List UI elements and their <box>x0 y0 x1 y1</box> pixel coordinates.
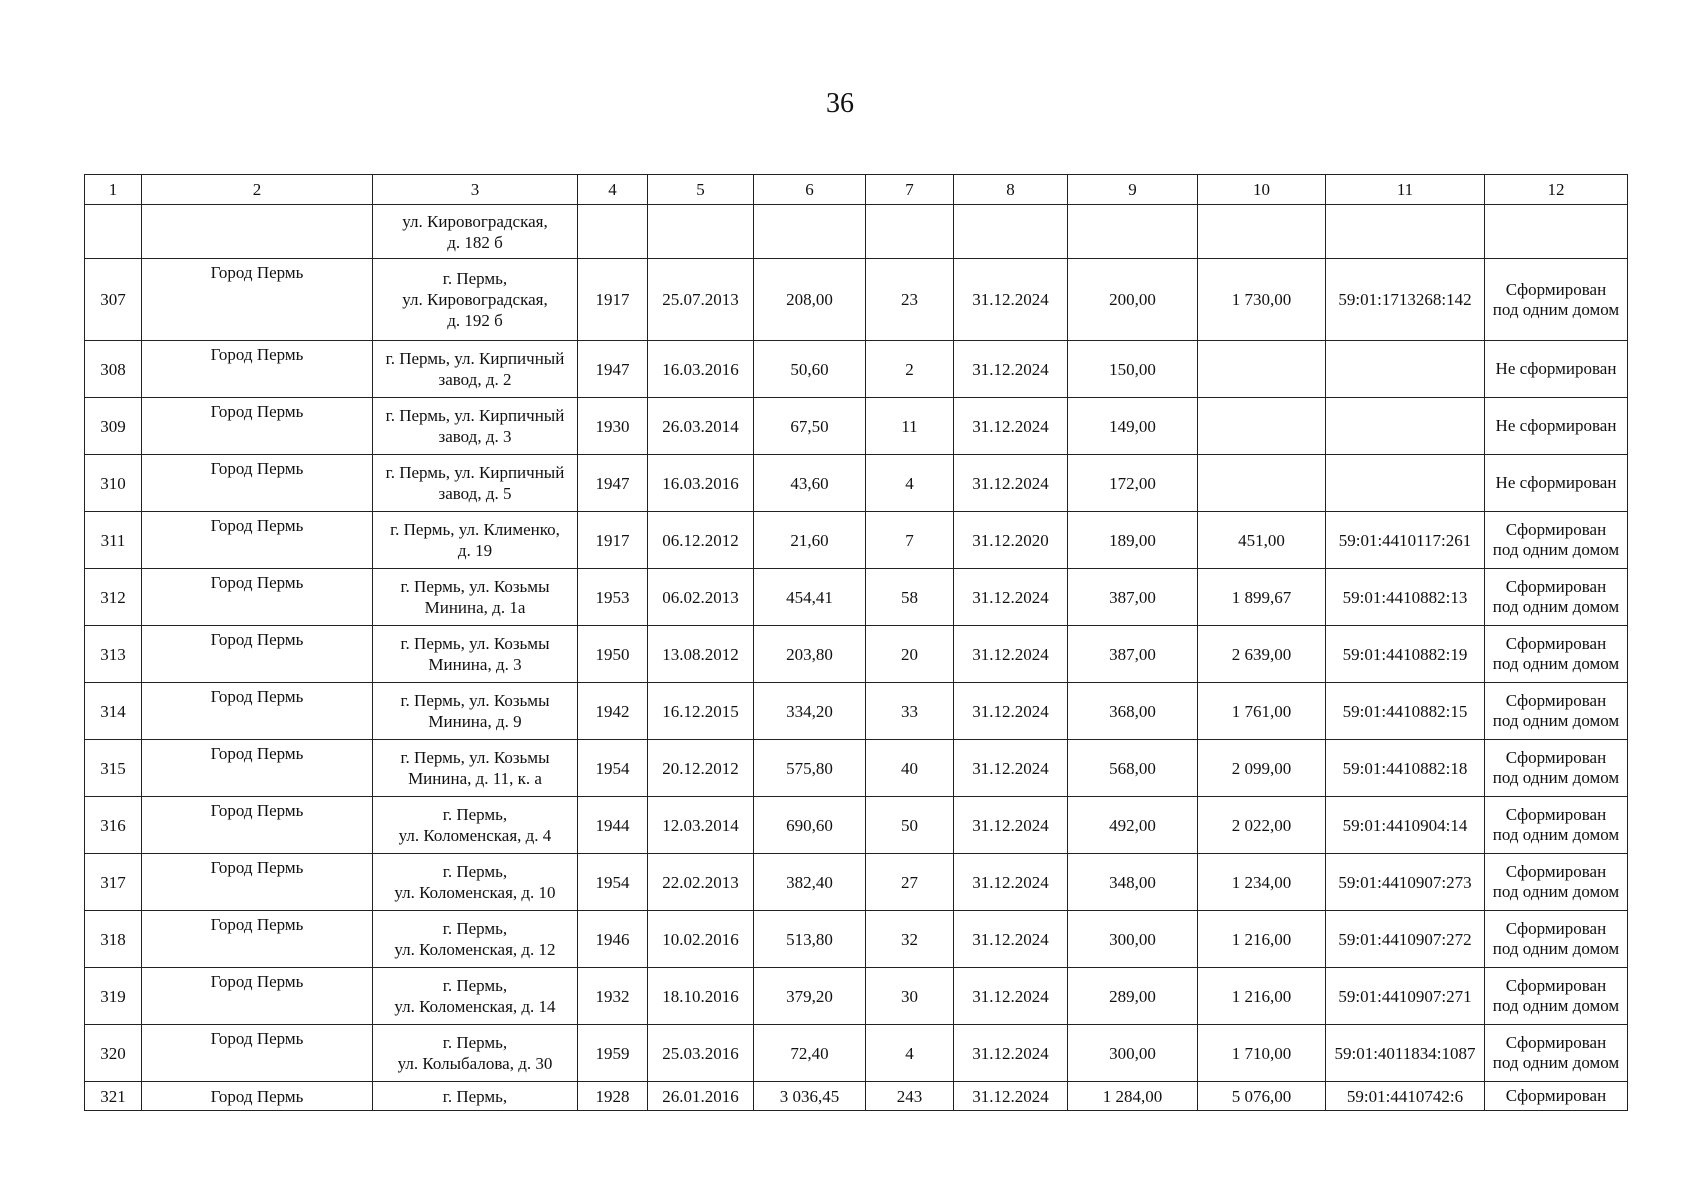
status-line: под одним домом <box>1492 1053 1620 1072</box>
row-number-cell: 308 <box>85 341 142 398</box>
date-cell: 18.10.2016 <box>648 968 754 1025</box>
area-cell: 334,20 <box>754 683 866 740</box>
address-line: Минина, д. 3 <box>428 655 522 674</box>
address-cell <box>373 259 578 341</box>
column-header: 9 <box>1068 175 1198 205</box>
residents-cell: 40 <box>866 740 954 797</box>
year-cell: 1944 <box>578 797 648 854</box>
address-cell <box>373 455 578 512</box>
column-10-cell: 2 639,00 <box>1198 626 1326 683</box>
deadline-cell: 31.12.2024 <box>954 398 1068 455</box>
area-cell: 3 036,45 <box>754 1082 866 1111</box>
row-number-cell: 312 <box>85 569 142 626</box>
address-line: завод, д. 2 <box>438 370 512 389</box>
empty-cell <box>578 205 648 259</box>
column-header: 6 <box>754 175 866 205</box>
address-cell <box>373 569 578 626</box>
address-line: ул. Коломенская, д. 14 <box>394 997 556 1016</box>
area-cell: 208,00 <box>754 259 866 341</box>
status-line: под одним домом <box>1492 882 1620 901</box>
address-line: г. Пермь, <box>442 269 508 288</box>
column-9-cell: 150,00 <box>1068 341 1198 398</box>
residents-cell: 2 <box>866 341 954 398</box>
column-10-cell: 1 730,00 <box>1198 259 1326 341</box>
address-cell <box>373 626 578 683</box>
status-line: Сформирован <box>1505 1033 1607 1052</box>
table-row <box>85 341 1628 398</box>
deadline-cell: 31.12.2024 <box>954 740 1068 797</box>
deadline-cell: 31.12.2024 <box>954 259 1068 341</box>
year-cell: 1942 <box>578 683 648 740</box>
year-cell: 1953 <box>578 569 648 626</box>
status-line: Сформирован <box>1505 279 1607 299</box>
address-line: г. Пермь, ул. Кирпичный <box>385 349 565 368</box>
residents-cell: 11 <box>866 398 954 455</box>
deadline-cell: 31.12.2024 <box>954 626 1068 683</box>
year-cell: 1947 <box>578 455 648 512</box>
address-cell <box>373 1082 578 1111</box>
table-row <box>85 968 1628 1025</box>
municipality-cell: Город Пермь <box>142 1025 373 1082</box>
cadastral-number-cell: 59:01:1713268:142 <box>1326 259 1485 341</box>
residents-cell: 30 <box>866 968 954 1025</box>
column-header: 3 <box>373 175 578 205</box>
deadline-cell: 31.12.2024 <box>954 797 1068 854</box>
column-header: 5 <box>648 175 754 205</box>
empty-cell <box>754 205 866 259</box>
status-line: Сформирован <box>1505 634 1607 653</box>
year-cell: 1917 <box>578 259 648 341</box>
municipality-cell: Город Пермь <box>142 683 373 740</box>
year-cell: 1959 <box>578 1025 648 1082</box>
deadline-cell: 31.12.2024 <box>954 341 1068 398</box>
empty-cell <box>1485 205 1628 259</box>
table-row <box>85 740 1628 797</box>
column-9-cell: 568,00 <box>1068 740 1198 797</box>
address-line: г. Пермь, <box>442 976 508 995</box>
date-cell: 25.03.2016 <box>648 1025 754 1082</box>
municipality-cell: Город Пермь <box>142 398 373 455</box>
cadastral-number-cell: 59:01:4410904:14 <box>1326 797 1485 854</box>
status-line: Сформирован <box>1505 919 1607 938</box>
empty-cell <box>1326 205 1485 259</box>
area-cell: 21,60 <box>754 512 866 569</box>
column-10-cell: 1 710,00 <box>1198 1025 1326 1082</box>
column-10-cell: 1 216,00 <box>1198 911 1326 968</box>
date-cell: 26.01.2016 <box>648 1082 754 1111</box>
address-line: ул. Коломенская, д. 4 <box>398 826 552 845</box>
column-9-cell: 1 284,00 <box>1068 1082 1198 1111</box>
column-10-cell: 2 022,00 <box>1198 797 1326 854</box>
residents-cell: 7 <box>866 512 954 569</box>
municipality-cell: Город Пермь <box>142 626 373 683</box>
housing-table <box>84 174 1628 1111</box>
column-10-cell: 2 099,00 <box>1198 740 1326 797</box>
column-9-cell: 149,00 <box>1068 398 1198 455</box>
table-row <box>85 259 1628 341</box>
status-line: под одним домом <box>1492 825 1620 844</box>
address-cell <box>373 341 578 398</box>
status-cell <box>1485 797 1628 854</box>
area-cell: 513,80 <box>754 911 866 968</box>
column-10-cell <box>1198 341 1326 398</box>
status-line: под одним домом <box>1492 996 1620 1015</box>
address-line: г. Пермь, <box>442 919 508 938</box>
status-line: под одним домом <box>1492 939 1620 958</box>
row-number-cell: 307 <box>85 259 142 341</box>
column-header: 1 <box>85 175 142 205</box>
row-number-cell: 320 <box>85 1025 142 1082</box>
column-9-cell: 172,00 <box>1068 455 1198 512</box>
area-cell: 43,60 <box>754 455 866 512</box>
year-cell: 1930 <box>578 398 648 455</box>
column-header: 4 <box>578 175 648 205</box>
address-line: завод, д. 3 <box>438 427 512 446</box>
column-9-cell: 300,00 <box>1068 911 1198 968</box>
address-cell <box>373 854 578 911</box>
address-cell <box>373 911 578 968</box>
status-line: Сформирован <box>1505 748 1607 767</box>
address-line: г. Пермь, ул. Кирпичный <box>385 406 565 425</box>
status-line: под одним домом <box>1492 540 1620 559</box>
row-number-cell: 315 <box>85 740 142 797</box>
year-cell: 1932 <box>578 968 648 1025</box>
residents-cell: 243 <box>866 1082 954 1111</box>
cadastral-number-cell: 59:01:4410882:18 <box>1326 740 1485 797</box>
year-cell: 1954 <box>578 854 648 911</box>
deadline-cell: 31.12.2024 <box>954 854 1068 911</box>
table-row <box>85 854 1628 911</box>
municipality-cell: Город Пермь <box>142 854 373 911</box>
status-line: Сформирован <box>1505 691 1607 710</box>
deadline-cell: 31.12.2024 <box>954 1025 1068 1082</box>
address-line: ул. Коломенская, д. 10 <box>394 883 556 902</box>
status-cell <box>1485 968 1628 1025</box>
address-line: г. Пермь, <box>442 1033 508 1052</box>
deadline-cell: 31.12.2024 <box>954 683 1068 740</box>
area-cell: 575,80 <box>754 740 866 797</box>
address-line: д. 182 б <box>447 232 503 252</box>
address-line: г. Пермь, <box>442 805 508 824</box>
row-number-cell: 321 <box>85 1082 142 1111</box>
column-9-cell: 300,00 <box>1068 1025 1198 1082</box>
table-row <box>85 1025 1628 1082</box>
address-cell <box>373 740 578 797</box>
year-cell: 1946 <box>578 911 648 968</box>
residents-cell: 20 <box>866 626 954 683</box>
date-cell: 26.03.2014 <box>648 398 754 455</box>
residents-cell: 4 <box>866 1025 954 1082</box>
address-cell <box>373 683 578 740</box>
table-row <box>85 569 1628 626</box>
row-number-cell: 310 <box>85 455 142 512</box>
cadastral-number-cell: 59:01:4410907:272 <box>1326 911 1485 968</box>
address-line: Минина, д. 9 <box>428 712 522 731</box>
address-line: ул. Кировоградская, <box>402 211 548 231</box>
address-line: ул. Кировоградская, <box>402 290 548 309</box>
status-line: Сформирован <box>1505 1086 1607 1105</box>
column-10-cell <box>1198 398 1326 455</box>
cadastral-number-cell: 59:01:4410742:6 <box>1326 1082 1485 1111</box>
address-line: г. Пермь, ул. Козьмы <box>400 634 550 653</box>
cadastral-number-cell: 59:01:4410882:19 <box>1326 626 1485 683</box>
area-cell: 379,20 <box>754 968 866 1025</box>
residents-cell: 50 <box>866 797 954 854</box>
municipality-cell: Город Пермь <box>142 797 373 854</box>
address-line: Минина, д. 11, к. а <box>408 769 542 788</box>
year-cell: 1950 <box>578 626 648 683</box>
area-cell: 50,60 <box>754 341 866 398</box>
empty-cell <box>1198 205 1326 259</box>
status-cell <box>1485 259 1628 341</box>
date-cell: 16.12.2015 <box>648 683 754 740</box>
table-row <box>85 626 1628 683</box>
continuation-row <box>85 205 1628 259</box>
status-cell <box>1485 569 1628 626</box>
cadastral-number-cell: 59:01:4011834:1087 <box>1326 1025 1485 1082</box>
address-cell <box>373 398 578 455</box>
status-line: под одним домом <box>1492 711 1620 730</box>
address-line: д. 19 <box>457 541 493 560</box>
status-line: Не сформирован <box>1495 359 1617 378</box>
cadastral-number-cell <box>1326 341 1485 398</box>
status-line: под одним домом <box>1492 768 1620 787</box>
deadline-cell: 31.12.2024 <box>954 569 1068 626</box>
table-row <box>85 398 1628 455</box>
row-number-cell: 317 <box>85 854 142 911</box>
address-line: г. Пермь, ул. Клименко, <box>390 520 560 539</box>
deadline-cell: 31.12.2024 <box>954 1082 1068 1111</box>
deadline-cell: 31.12.2024 <box>954 455 1068 512</box>
municipality-cell: Город Пермь <box>142 740 373 797</box>
date-cell: 16.03.2016 <box>648 455 754 512</box>
row-number-cell: 316 <box>85 797 142 854</box>
row-number-cell: 311 <box>85 512 142 569</box>
empty-cell <box>954 205 1068 259</box>
year-cell: 1954 <box>578 740 648 797</box>
municipality-cell: Город Пермь <box>142 512 373 569</box>
address-line: г. Пермь, ул. Козьмы <box>400 577 550 596</box>
cadastral-number-cell: 59:01:4410907:271 <box>1326 968 1485 1025</box>
cadastral-number-cell: 59:01:4410882:15 <box>1326 683 1485 740</box>
status-line: Сформирован <box>1505 805 1607 824</box>
municipality-cell: Город Пермь <box>142 341 373 398</box>
residents-cell: 32 <box>866 911 954 968</box>
municipality-cell: Город Пермь <box>142 911 373 968</box>
deadline-cell: 31.12.2020 <box>954 512 1068 569</box>
cadastral-number-cell <box>1326 455 1485 512</box>
address-cell <box>373 968 578 1025</box>
area-cell: 67,50 <box>754 398 866 455</box>
date-cell: 10.02.2016 <box>648 911 754 968</box>
table-row <box>85 455 1628 512</box>
status-line: Сформирован <box>1505 520 1607 539</box>
column-header: 7 <box>866 175 954 205</box>
table-row <box>85 512 1628 569</box>
year-cell: 1928 <box>578 1082 648 1111</box>
address-cell <box>373 205 578 259</box>
column-9-cell: 492,00 <box>1068 797 1198 854</box>
row-number-cell: 309 <box>85 398 142 455</box>
status-line: Сформирован <box>1505 976 1607 995</box>
status-line: Сформирован <box>1505 862 1607 881</box>
status-line: Не сформирован <box>1495 416 1617 435</box>
address-line: г. Пермь, ул. Кирпичный <box>385 463 565 482</box>
deadline-cell: 31.12.2024 <box>954 968 1068 1025</box>
status-cell <box>1485 740 1628 797</box>
date-cell: 06.12.2012 <box>648 512 754 569</box>
status-cell <box>1485 1025 1628 1082</box>
column-9-cell: 368,00 <box>1068 683 1198 740</box>
column-10-cell: 1 234,00 <box>1198 854 1326 911</box>
deadline-cell: 31.12.2024 <box>954 911 1068 968</box>
status-cell <box>1485 1082 1628 1111</box>
status-cell <box>1485 512 1628 569</box>
status-line: Не сформирован <box>1495 473 1617 492</box>
address-line: ул. Коломенская, д. 12 <box>394 940 556 959</box>
empty-cell <box>866 205 954 259</box>
column-10-cell: 1 899,67 <box>1198 569 1326 626</box>
year-cell: 1917 <box>578 512 648 569</box>
year-cell: 1947 <box>578 341 648 398</box>
column-10-cell: 451,00 <box>1198 512 1326 569</box>
column-10-cell: 1 761,00 <box>1198 683 1326 740</box>
status-cell <box>1485 683 1628 740</box>
status-line: под одним домом <box>1492 299 1620 319</box>
column-9-cell: 387,00 <box>1068 569 1198 626</box>
area-cell: 72,40 <box>754 1025 866 1082</box>
page-number: 36 <box>826 88 854 119</box>
municipality-cell: Город Пермь <box>142 1082 373 1111</box>
status-cell <box>1485 455 1628 512</box>
area-cell: 454,41 <box>754 569 866 626</box>
column-9-cell: 189,00 <box>1068 512 1198 569</box>
cadastral-number-cell: 59:01:4410882:13 <box>1326 569 1485 626</box>
column-10-cell: 1 216,00 <box>1198 968 1326 1025</box>
table-row <box>85 911 1628 968</box>
column-header: 10 <box>1198 175 1326 205</box>
table-row <box>85 683 1628 740</box>
status-cell <box>1485 398 1628 455</box>
cadastral-number-cell: 59:01:4410907:273 <box>1326 854 1485 911</box>
date-cell: 06.02.2013 <box>648 569 754 626</box>
area-cell: 203,80 <box>754 626 866 683</box>
address-line: г. Пермь, <box>442 862 508 881</box>
empty-cell <box>85 205 142 259</box>
status-cell <box>1485 911 1628 968</box>
column-9-cell: 289,00 <box>1068 968 1198 1025</box>
date-cell: 22.02.2013 <box>648 854 754 911</box>
row-number-cell: 319 <box>85 968 142 1025</box>
cadastral-number-cell <box>1326 398 1485 455</box>
municipality-cell: Город Пермь <box>142 455 373 512</box>
residents-cell: 27 <box>866 854 954 911</box>
status-cell <box>1485 854 1628 911</box>
municipality-cell: Город Пермь <box>142 259 373 341</box>
date-cell: 12.03.2014 <box>648 797 754 854</box>
address-line: г. Пермь, ул. Козьмы <box>400 691 550 710</box>
column-10-cell <box>1198 455 1326 512</box>
area-cell: 690,60 <box>754 797 866 854</box>
area-cell: 382,40 <box>754 854 866 911</box>
address-line: г. Пермь, ул. Козьмы <box>400 748 550 767</box>
status-cell <box>1485 341 1628 398</box>
empty-cell <box>1068 205 1198 259</box>
status-cell <box>1485 626 1628 683</box>
status-line: Сформирован <box>1505 577 1607 596</box>
address-cell <box>373 512 578 569</box>
column-header: 2 <box>142 175 373 205</box>
address-cell <box>373 1025 578 1082</box>
table-row <box>85 1082 1628 1111</box>
residents-cell: 23 <box>866 259 954 341</box>
cadastral-number-cell: 59:01:4410117:261 <box>1326 512 1485 569</box>
address-line: Минина, д. 1а <box>424 598 526 617</box>
date-cell: 13.08.2012 <box>648 626 754 683</box>
row-number-cell: 313 <box>85 626 142 683</box>
empty-cell <box>648 205 754 259</box>
column-header: 12 <box>1485 175 1628 205</box>
empty-cell <box>142 205 373 259</box>
column-9-cell: 200,00 <box>1068 259 1198 341</box>
column-header: 8 <box>954 175 1068 205</box>
column-10-cell: 5 076,00 <box>1198 1082 1326 1111</box>
date-cell: 20.12.2012 <box>648 740 754 797</box>
date-cell: 16.03.2016 <box>648 341 754 398</box>
status-line: под одним домом <box>1492 654 1620 673</box>
address-line: ул. Колыбалова, д. 30 <box>397 1054 553 1073</box>
address-line: д. 192 б <box>447 311 503 330</box>
table-row <box>85 797 1628 854</box>
row-number-cell: 318 <box>85 911 142 968</box>
column-9-cell: 387,00 <box>1068 626 1198 683</box>
address-cell <box>373 797 578 854</box>
municipality-cell: Город Пермь <box>142 569 373 626</box>
row-number-cell: 314 <box>85 683 142 740</box>
column-header: 11 <box>1326 175 1485 205</box>
status-line: под одним домом <box>1492 597 1620 616</box>
residents-cell: 33 <box>866 683 954 740</box>
date-cell: 25.07.2013 <box>648 259 754 341</box>
column-9-cell: 348,00 <box>1068 854 1198 911</box>
residents-cell: 58 <box>866 569 954 626</box>
address-line: завод, д. 5 <box>438 484 512 503</box>
residents-cell: 4 <box>866 455 954 512</box>
municipality-cell: Город Пермь <box>142 968 373 1025</box>
address-line: г. Пермь, <box>442 1086 508 1106</box>
column-number-header-row <box>85 175 1628 205</box>
